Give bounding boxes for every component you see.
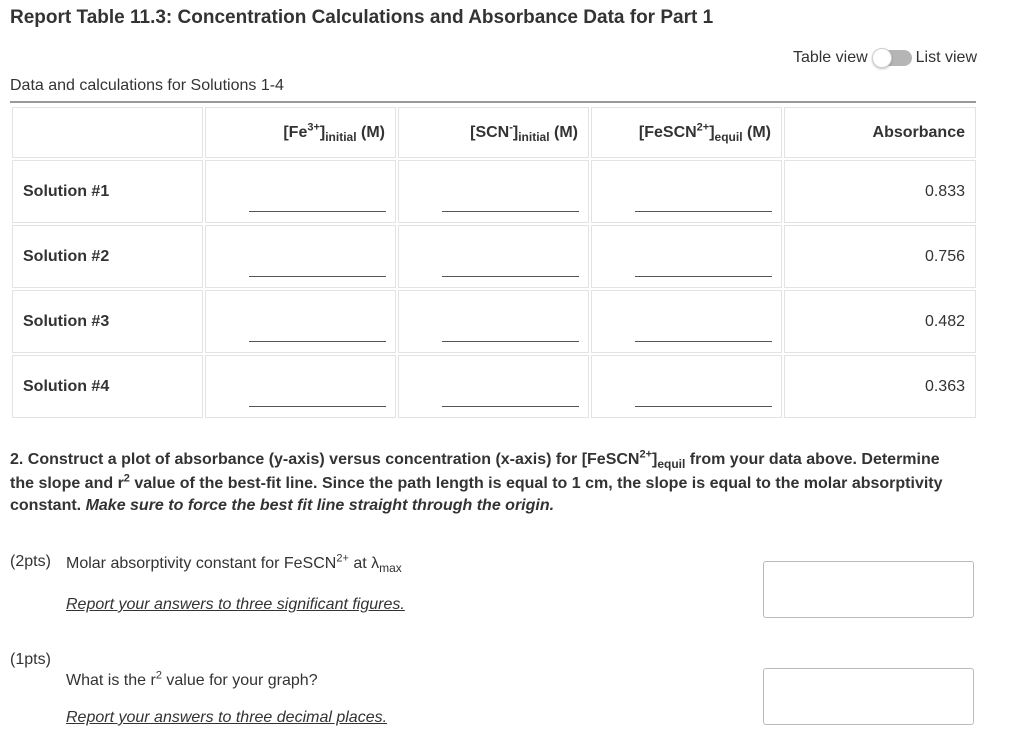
table-header-row [12,107,976,158]
scn-initial-cell [398,355,589,418]
scn-initial-cell [398,160,589,223]
scn-initial-blank[interactable] [442,211,579,212]
data-table [10,105,978,420]
fe-initial-cell [205,290,396,353]
question-line-3: constant. Make sure to force the best fit line straight through the origin. [10,497,555,514]
fescn-equil-blank[interactable] [635,406,772,407]
question-line-2: the slope and $r^2$ value of the best-fit line. Since the path length is equal to 1 cm, the slope is equal to the molar absorptivity [10,472,943,492]
row-label: Solution #3 [12,290,203,353]
row-label: Solution #2 [12,225,203,288]
scn-initial-cell [398,225,589,288]
fescn-equil-blank[interactable] [635,341,772,342]
fe-initial-cell [205,355,396,418]
absorbance-value: 0.482 [784,290,976,353]
fe-initial-blank[interactable] [249,341,386,342]
table-caption: Data and calculations for Solutions 1-4 [10,77,284,94]
fe-initial-blank[interactable] [249,276,386,277]
r-squared-input[interactable] [763,668,974,725]
absorbance-value: 0.833 [784,160,976,223]
row-label: Solution #4 [12,355,203,418]
question-line-1: 2. Construct a plot of absorbance (y-axis) versus concentration (x-axis) for $[FeSCN^{2+}]_{equil}$ from your data above. Determine [10,448,940,472]
list-view-label[interactable]: List view [915,49,977,66]
item-hint: Report your answers to three decimal places. [66,709,388,726]
fe-initial-blank[interactable] [249,406,386,407]
scn-initial-blank[interactable] [442,341,579,342]
fescn-equil-cell [591,225,782,288]
table-row [12,160,976,223]
caption-divider [10,101,976,103]
points-label: (2pts) [10,553,51,570]
fescn-equil-blank[interactable] [635,276,772,277]
header-fe-initial: $[Fe^{3+}]_{initial}$ (M) [205,107,396,158]
view-toggle [793,49,977,67]
table-row [12,225,976,288]
question-prompt [10,448,970,516]
page-title: Report Table 11.3: Concentration Calculations and Absorbance Data for Part 1 [10,7,714,28]
toggle-knob[interactable] [872,48,892,68]
item-prompt: What is the $r^2$ value for your graph? [66,669,318,689]
header-absorbance: Absorbance [784,107,976,158]
molar-absorptivity-input[interactable] [763,561,974,618]
header-empty [12,107,203,158]
points-label: (1pts) [10,651,51,668]
row-label: Solution #1 [12,160,203,223]
fe-initial-cell [205,225,396,288]
fescn-equil-cell [591,355,782,418]
table-view-label[interactable]: Table view [792,49,868,66]
table-row [12,355,976,418]
absorbance-value: 0.756 [784,225,976,288]
item-hint: Report your answers to three significant figures. [66,596,405,613]
scn-initial-blank[interactable] [442,276,579,277]
header-scn-initial: $[SCN^-]_{initial}$ (M) [398,107,589,158]
header-fescn-equil: $[FeSCN^{2+}]_{equil}$ (M) [591,107,782,158]
scn-initial-cell [398,290,589,353]
scn-initial-blank[interactable] [442,406,579,407]
item-prompt: Molar absorptivity constant for FeSCN$^{2+}$ at $\lambda_{max}$ [66,552,402,576]
question-emphasis: Make sure to force the best fit line straight through the origin. [85,497,555,514]
fescn-equil-cell [591,290,782,353]
view-toggle-switch[interactable] [872,49,912,67]
fescn-equil-cell [591,160,782,223]
absorbance-value: 0.363 [784,355,976,418]
fe-initial-blank[interactable] [249,211,386,212]
table-row [12,290,976,353]
fe-initial-cell [205,160,396,223]
fescn-equil-blank[interactable] [635,211,772,212]
